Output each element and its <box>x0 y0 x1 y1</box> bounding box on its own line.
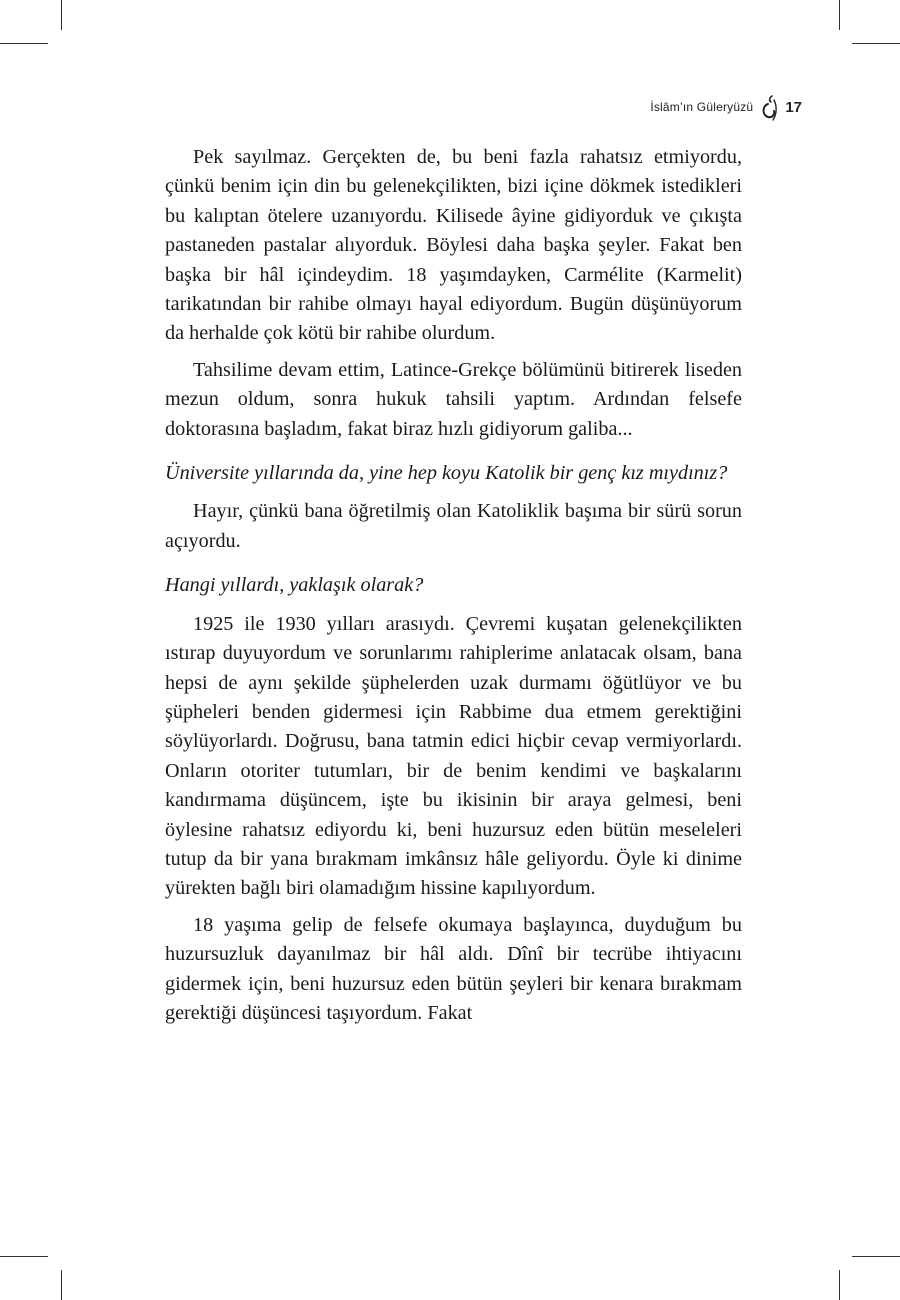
crop-mark-top-left-horizontal <box>0 43 48 44</box>
answer-paragraph: 18 yaşıma gelip de felsefe okumaya başlayınca, duyduğum bu huzursuzluk dayanılmaz bir hâl aldı. Dînî bir tecrübe ihtiyacını gidermek için, beni huzursuz eden bütün şeyleri bir kenara bırakmam gerektiği düşüncesi taşıyordum. Fakat <box>165 913 742 1024</box>
running-header <box>650 92 802 122</box>
book-title: İslâm’ın Güleryüzü <box>650 100 754 114</box>
crop-mark-bottom-left-vertical <box>61 1270 62 1300</box>
answer-paragraph: Pek sayılmaz. Gerçekten de, bu beni fazla rahatsız etmiyordu, çünkü benim için din bu gelenekçilikten, bizi içine dökmek istedikleri bu kalıptan ötelere uzanıyordu. Kilisede âyine gidiyorduk ve çıkışta pastaneden pastalar alıyorduk. Böylesi daha başka şeyler. Fakat ben başka bir hâl içindeydim. 18 yaşımdayken, Carmélite (Karmelit) tarikatından bir rahibe olmayı hayal ediyordum. Bugün düşünüyorum da herhalde çok kötü bir rahibe olurdum. <box>165 146 742 345</box>
crop-mark-bottom-right-horizontal <box>852 1256 900 1257</box>
crop-mark-top-left-vertical <box>61 0 62 30</box>
crop-mark-top-right-vertical <box>839 0 840 30</box>
answer-paragraph: Hayır, çünkü bana öğretilmiş olan Katoliklik başıma bir sürü sorun açıyordu. <box>165 500 742 552</box>
interview-question: Hangi yıllardı, yaklaşık olarak? <box>165 574 424 597</box>
calligraphy-ornament-icon <box>759 92 779 122</box>
answer-paragraph: 1925 ile 1930 yılları arasıydı. Çevremi kuşatan gelenekçilikten ıstırap duyuyordum ve sorunlarımı rahiplerime anlatacak olsam, bana hepsi de aynı şekilde şüphelerden uzak durmamı öğütlüyor ve bu şüpheleri benden gidermesi için Rabbime dua etmem gerektiğini söylüyorlardı. Doğrusu, bana tatmin edici hiçbir cevap vermiyorlardı. Onların otoriter tutumları, bir de benim kendimi ve başkalarını kandırmama düşüncem, işte bu ikisinin bir araya gelmesi, beni öylesine rahatsız ediyordu ki, beni huzursuz eden bütün meseleleri tutup da bir yana bırakmam imkânsız hâle geliyordu. Öyle ki dinime yürekten bağlı biri olamadığım hissine kapılıyordum. <box>165 612 742 900</box>
crop-mark-bottom-left-horizontal <box>0 1256 48 1257</box>
interview-question: Üniversite yıllarında da, yine hep koyu Katolik bir genç kız mıydınız? <box>165 462 728 485</box>
crop-mark-top-right-horizontal <box>852 43 900 44</box>
answer-paragraph: Tahsilime devam ettim, Latince-Grekçe bölümünü bitirerek liseden mezun oldum, sonra hukuk tahsili yaptım. Ardından felsefe doktorasına başladım, fakat biraz hızlı gidiyorum galiba... <box>165 358 742 440</box>
page-body <box>165 143 742 1035</box>
page-number: 17 <box>785 98 802 116</box>
crop-mark-bottom-right-vertical <box>839 1270 840 1300</box>
